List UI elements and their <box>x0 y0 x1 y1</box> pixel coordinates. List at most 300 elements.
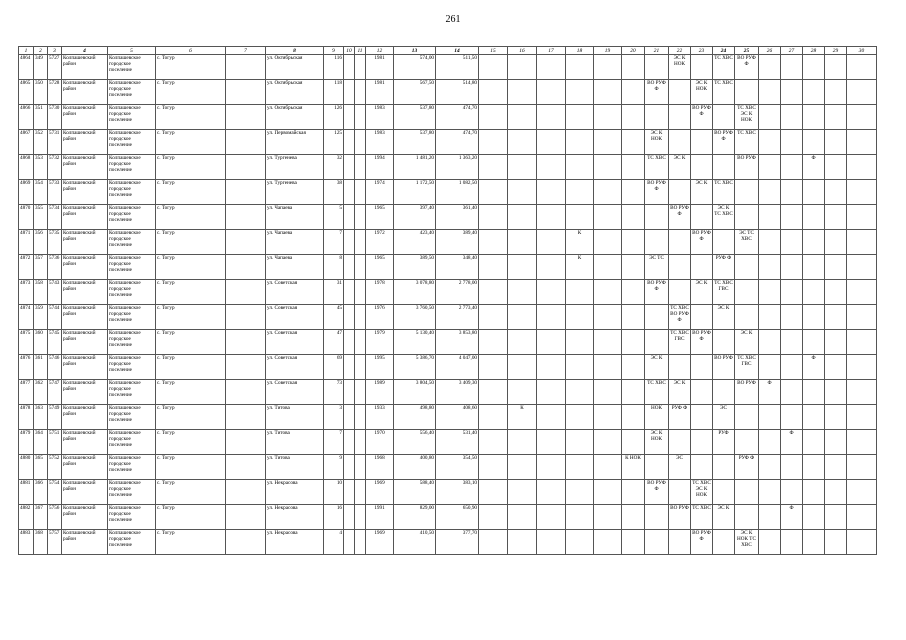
cell-col-15 <box>479 55 508 80</box>
cell-col-21: ТС ХВС <box>645 155 669 180</box>
cell-col-24: РУФ Ф <box>713 255 735 280</box>
cell-col-29 <box>825 80 847 105</box>
cell-col-17 <box>537 305 566 330</box>
cell-col-7 <box>226 255 266 280</box>
cell-col-13: 3 078,80 <box>394 280 436 305</box>
cell-col-24 <box>713 530 735 555</box>
cell-col-29 <box>825 155 847 180</box>
cell-col-19 <box>594 330 622 355</box>
cell-col-13: 498,80 <box>394 405 436 430</box>
cell-col-7 <box>226 430 266 455</box>
cell-col-6: с. Тогур <box>156 55 226 80</box>
cell-col-23 <box>691 255 713 280</box>
cell-col-26 <box>759 480 781 505</box>
cell-col-3: 5734 <box>48 205 62 230</box>
cell-col-5: Колпашевское городское поселение <box>108 380 156 405</box>
cell-col-25: ВО РУФ <box>735 380 759 405</box>
cell-col-29 <box>825 230 847 255</box>
cell-col-3: 5749 <box>48 405 62 430</box>
cell-col-26 <box>759 430 781 455</box>
cell-col-15 <box>479 455 508 480</box>
cell-col-10 <box>344 330 355 355</box>
cell-col-1: 4877 <box>19 380 34 405</box>
cell-col-19 <box>594 230 622 255</box>
column-header-7: 7 <box>226 47 266 55</box>
cell-col-27 <box>781 105 803 130</box>
cell-col-30 <box>847 380 877 405</box>
page-number: 261 <box>445 14 461 25</box>
cell-col-14: 408,60 <box>436 405 479 430</box>
cell-col-16 <box>508 155 537 180</box>
cell-col-14: 389,40 <box>436 230 479 255</box>
cell-col-25 <box>735 255 759 280</box>
cell-col-10 <box>344 280 355 305</box>
cell-col-4: Колпашевский район <box>62 280 108 305</box>
column-header-18: 18 <box>566 47 594 55</box>
column-header-21: 21 <box>645 47 669 55</box>
cell-col-27: Ф <box>781 430 803 455</box>
cell-col-23 <box>691 430 713 455</box>
cell-col-30 <box>847 305 877 330</box>
cell-col-30 <box>847 355 877 380</box>
cell-col-2: 360 <box>34 330 48 355</box>
cell-col-21: ВО РУФ Ф <box>645 180 669 205</box>
cell-col-16 <box>508 205 537 230</box>
table-row <box>19 155 877 180</box>
cell-col-8: ул. Советская <box>266 280 324 305</box>
cell-col-20 <box>622 130 645 155</box>
cell-col-9: 126 <box>324 105 344 130</box>
column-header-14: 14 <box>436 47 479 55</box>
cell-col-3: 5727 <box>48 55 62 80</box>
cell-col-28 <box>803 405 825 430</box>
cell-col-8: ул. Советская <box>266 330 324 355</box>
cell-col-24: ЭС К <box>713 505 735 530</box>
cell-col-15 <box>479 205 508 230</box>
cell-col-27 <box>781 355 803 380</box>
cell-col-2: 359 <box>34 305 48 330</box>
cell-col-1: 4868 <box>19 155 34 180</box>
cell-col-18 <box>566 105 594 130</box>
cell-col-8: ул. Тургенева <box>266 180 324 205</box>
column-header-22: 22 <box>669 47 691 55</box>
cell-col-10 <box>344 430 355 455</box>
cell-col-29 <box>825 305 847 330</box>
cell-col-4: Колпашевский район <box>62 255 108 280</box>
column-header-2: 2 <box>34 47 48 55</box>
cell-col-2: 352 <box>34 130 48 155</box>
cell-col-26 <box>759 205 781 230</box>
cell-col-22 <box>669 280 691 305</box>
cell-col-2: 366 <box>34 480 48 505</box>
cell-col-24 <box>713 480 735 505</box>
cell-col-13: 829,00 <box>394 505 436 530</box>
cell-col-11 <box>355 280 366 305</box>
cell-col-22: ЭС К НОК <box>669 55 691 80</box>
cell-col-15 <box>479 330 508 355</box>
cell-col-16 <box>508 480 537 505</box>
cell-col-22: РУФ Ф <box>669 405 691 430</box>
cell-col-28 <box>803 330 825 355</box>
cell-col-10 <box>344 105 355 130</box>
cell-col-9: 69 <box>324 355 344 380</box>
cell-col-18 <box>566 55 594 80</box>
cell-col-24: ВО РУФ Ф <box>713 130 735 155</box>
cell-col-28 <box>803 230 825 255</box>
cell-col-30 <box>847 80 877 105</box>
table-row <box>19 305 877 330</box>
cell-col-15 <box>479 105 508 130</box>
cell-col-5: Колпашевское городское поселение <box>108 330 156 355</box>
cell-col-30 <box>847 280 877 305</box>
cell-col-9: 9 <box>324 455 344 480</box>
cell-col-22: ТС ХВС ВО РУФ Ф <box>669 305 691 330</box>
cell-col-28 <box>803 55 825 80</box>
cell-col-27 <box>781 455 803 480</box>
cell-col-14: 3 409,30 <box>436 380 479 405</box>
cell-col-7 <box>226 205 266 230</box>
cell-col-5: Колпашевское городское поселение <box>108 130 156 155</box>
cell-col-5: Колпашевское городское поселение <box>108 80 156 105</box>
cell-col-18 <box>566 530 594 555</box>
cell-col-12: 1968 <box>366 455 394 480</box>
table-row <box>19 330 877 355</box>
cell-col-8: ул. Чапаева <box>266 205 324 230</box>
column-header-11: 11 <box>355 47 366 55</box>
cell-col-6: с. Тогур <box>156 330 226 355</box>
cell-col-8: ул. Советская <box>266 380 324 405</box>
cell-col-11 <box>355 530 366 555</box>
cell-col-18 <box>566 380 594 405</box>
cell-col-20 <box>622 355 645 380</box>
cell-col-25 <box>735 180 759 205</box>
cell-col-16 <box>508 130 537 155</box>
cell-col-6: с. Тогур <box>156 455 226 480</box>
cell-col-25: ТС ХВС <box>735 130 759 155</box>
cell-col-2: 351 <box>34 105 48 130</box>
cell-col-6: с. Тогур <box>156 205 226 230</box>
cell-col-21 <box>645 455 669 480</box>
cell-col-15 <box>479 80 508 105</box>
cell-col-3: 5756 <box>48 505 62 530</box>
cell-col-18 <box>566 405 594 430</box>
cell-col-1: 4880 <box>19 455 34 480</box>
cell-col-5: Колпашевское городское поселение <box>108 305 156 330</box>
cell-col-23 <box>691 130 713 155</box>
cell-col-27 <box>781 130 803 155</box>
cell-col-12: 1978 <box>366 280 394 305</box>
cell-col-29 <box>825 330 847 355</box>
table-row <box>19 280 877 305</box>
cell-col-16 <box>508 430 537 455</box>
cell-col-12: 1991 <box>366 505 394 530</box>
cell-col-22 <box>669 480 691 505</box>
cell-col-15 <box>479 380 508 405</box>
column-header-10: 10 <box>344 47 355 55</box>
cell-col-22 <box>669 430 691 455</box>
cell-col-6: с. Тогур <box>156 280 226 305</box>
cell-col-18 <box>566 130 594 155</box>
cell-col-20 <box>622 80 645 105</box>
cell-col-19 <box>594 180 622 205</box>
cell-col-18 <box>566 480 594 505</box>
cell-col-28 <box>803 430 825 455</box>
cell-col-16 <box>508 230 537 255</box>
cell-col-29 <box>825 355 847 380</box>
cell-col-5: Колпашевское городское поселение <box>108 205 156 230</box>
column-header-3: 3 <box>48 47 62 55</box>
cell-col-26: Ф <box>759 380 781 405</box>
cell-col-22: ЭС К <box>669 380 691 405</box>
cell-col-3: 5743 <box>48 280 62 305</box>
cell-col-20 <box>622 55 645 80</box>
cell-col-3: 5747 <box>48 380 62 405</box>
cell-col-3: 5744 <box>48 305 62 330</box>
cell-col-5: Колпашевское городское поселение <box>108 530 156 555</box>
cell-col-10 <box>344 205 355 230</box>
cell-col-18 <box>566 280 594 305</box>
cell-col-10 <box>344 255 355 280</box>
cell-col-16 <box>508 80 537 105</box>
cell-col-29 <box>825 405 847 430</box>
cell-col-30 <box>847 130 877 155</box>
cell-col-15 <box>479 180 508 205</box>
cell-col-24 <box>713 380 735 405</box>
cell-col-25 <box>735 80 759 105</box>
cell-col-6: с. Тогур <box>156 480 226 505</box>
cell-col-17 <box>537 255 566 280</box>
cell-col-9: 38 <box>324 180 344 205</box>
cell-col-10 <box>344 55 355 80</box>
cell-col-29 <box>825 255 847 280</box>
cell-col-3: 5736 <box>48 255 62 280</box>
cell-col-27 <box>781 230 803 255</box>
cell-col-23: ВО РУФ Ф <box>691 330 713 355</box>
cell-col-29 <box>825 455 847 480</box>
cell-col-19 <box>594 380 622 405</box>
cell-col-22: ВО РУФ <box>669 505 691 530</box>
cell-col-24: ЭС <box>713 405 735 430</box>
table-row <box>19 255 877 280</box>
cell-col-14: 2 773,40 <box>436 305 479 330</box>
cell-col-24: ТС ХВС <box>713 80 735 105</box>
cell-col-19 <box>594 205 622 230</box>
cell-col-27 <box>781 330 803 355</box>
cell-col-18 <box>566 80 594 105</box>
table-row <box>19 230 877 255</box>
cell-col-27 <box>781 205 803 230</box>
cell-col-1: 4872 <box>19 255 34 280</box>
cell-col-4: Колпашевский район <box>62 355 108 380</box>
cell-col-12: 1979 <box>366 330 394 355</box>
cell-col-29 <box>825 505 847 530</box>
cell-col-18 <box>566 305 594 330</box>
cell-col-10 <box>344 80 355 105</box>
cell-col-9: 5 <box>324 205 344 230</box>
cell-col-11 <box>355 130 366 155</box>
column-header-17: 17 <box>537 47 566 55</box>
cell-col-7 <box>226 155 266 180</box>
table-row <box>19 405 877 430</box>
cell-col-25 <box>735 305 759 330</box>
cell-col-27 <box>781 155 803 180</box>
cell-col-23: ЭС К <box>691 280 713 305</box>
cell-col-15 <box>479 255 508 280</box>
cell-col-14: 514,80 <box>436 80 479 105</box>
cell-col-2: 358 <box>34 280 48 305</box>
cell-col-27: Ф <box>781 505 803 530</box>
column-header-15: 15 <box>479 47 508 55</box>
cell-col-21: ТС ХВС <box>645 380 669 405</box>
cell-col-10 <box>344 480 355 505</box>
cell-col-12: 1969 <box>366 530 394 555</box>
cell-col-12: 1965 <box>366 255 394 280</box>
cell-col-24 <box>713 455 735 480</box>
cell-col-13: 410,50 <box>394 530 436 555</box>
cell-col-28 <box>803 255 825 280</box>
cell-col-22 <box>669 255 691 280</box>
cell-col-25: ЭС ТС ХВС <box>735 230 759 255</box>
cell-col-13: 423,40 <box>394 230 436 255</box>
cell-col-6: с. Тогур <box>156 305 226 330</box>
cell-col-16 <box>508 530 537 555</box>
cell-col-4: Колпашевский район <box>62 530 108 555</box>
cell-col-30 <box>847 405 877 430</box>
cell-col-13: 389,50 <box>394 255 436 280</box>
cell-col-13: 588,40 <box>394 480 436 505</box>
cell-col-9: 10 <box>324 480 344 505</box>
cell-col-2: 367 <box>34 505 48 530</box>
cell-col-20 <box>622 205 645 230</box>
cell-col-16 <box>508 280 537 305</box>
cell-col-24 <box>713 155 735 180</box>
cell-col-24: ВО РУФ <box>713 355 735 380</box>
cell-col-2: 357 <box>34 255 48 280</box>
cell-col-21 <box>645 205 669 230</box>
cell-col-13: 3 804,50 <box>394 380 436 405</box>
cell-col-25 <box>735 505 759 530</box>
cell-col-8: ул. Чапаева <box>266 255 324 280</box>
cell-col-22: ВО РУФ Ф <box>669 205 691 230</box>
cell-col-2: 350 <box>34 80 48 105</box>
cell-col-7 <box>226 480 266 505</box>
cell-col-6: с. Тогур <box>156 255 226 280</box>
cell-col-2: 364 <box>34 430 48 455</box>
cell-col-24: ЭС К <box>713 305 735 330</box>
cell-col-30 <box>847 105 877 130</box>
cell-col-11 <box>355 380 366 405</box>
cell-col-23: ВО РУФ Ф <box>691 105 713 130</box>
column-header-16: 16 <box>508 47 537 55</box>
cell-col-3: 5746 <box>48 355 62 380</box>
cell-col-19 <box>594 130 622 155</box>
cell-col-14: 650,90 <box>436 505 479 530</box>
cell-col-22 <box>669 130 691 155</box>
column-header-23: 23 <box>691 47 713 55</box>
cell-col-25: РУФ Ф <box>735 455 759 480</box>
cell-col-27 <box>781 80 803 105</box>
cell-col-26 <box>759 130 781 155</box>
cell-col-28 <box>803 105 825 130</box>
cell-col-6: с. Тогур <box>156 530 226 555</box>
cell-col-1: 4881 <box>19 480 34 505</box>
cell-col-21 <box>645 505 669 530</box>
cell-col-14: 2 778,00 <box>436 280 479 305</box>
cell-col-11 <box>355 180 366 205</box>
cell-col-13: 5 130,40 <box>394 330 436 355</box>
column-header-26: 26 <box>759 47 781 55</box>
cell-col-15 <box>479 530 508 555</box>
cell-col-14: 531,40 <box>436 430 479 455</box>
cell-col-6: с. Тогур <box>156 380 226 405</box>
cell-col-20 <box>622 280 645 305</box>
cell-col-10 <box>344 305 355 330</box>
cell-col-8: ул. Некрасова <box>266 505 324 530</box>
table-row <box>19 380 877 405</box>
cell-col-4: Колпашевский район <box>62 305 108 330</box>
cell-col-27 <box>781 305 803 330</box>
cell-col-2: 363 <box>34 405 48 430</box>
cell-col-4: Колпашевский район <box>62 55 108 80</box>
register-table <box>18 46 877 555</box>
cell-col-1: 4883 <box>19 530 34 555</box>
cell-col-22 <box>669 355 691 380</box>
cell-col-23 <box>691 305 713 330</box>
cell-col-18 <box>566 155 594 180</box>
table-row <box>19 55 877 80</box>
cell-col-8: ул. Титова <box>266 430 324 455</box>
cell-col-12: 1981 <box>366 55 394 80</box>
table-row <box>19 130 877 155</box>
cell-col-17 <box>537 130 566 155</box>
cell-col-6: с. Тогур <box>156 230 226 255</box>
cell-col-3: 5745 <box>48 330 62 355</box>
cell-col-19 <box>594 80 622 105</box>
cell-col-12: 1970 <box>366 430 394 455</box>
cell-col-24 <box>713 330 735 355</box>
cell-col-23 <box>691 155 713 180</box>
cell-col-25: ЭС К НОК ТС ХВС <box>735 530 759 555</box>
cell-col-18: К <box>566 230 594 255</box>
cell-col-23: ТС ХВС ЭС К НОК <box>691 480 713 505</box>
cell-col-12: 1965 <box>366 205 394 230</box>
cell-col-15 <box>479 405 508 430</box>
cell-col-7 <box>226 530 266 555</box>
cell-col-30 <box>847 205 877 230</box>
cell-col-5: Колпашевское городское поселение <box>108 455 156 480</box>
cell-col-10 <box>344 155 355 180</box>
cell-col-1: 4865 <box>19 80 34 105</box>
cell-col-19 <box>594 480 622 505</box>
cell-col-30 <box>847 455 877 480</box>
cell-col-3: 5732 <box>48 155 62 180</box>
cell-col-19 <box>594 155 622 180</box>
cell-col-30 <box>847 430 877 455</box>
cell-col-30 <box>847 180 877 205</box>
cell-col-28: Ф <box>803 155 825 180</box>
cell-col-28 <box>803 205 825 230</box>
cell-col-2: 354 <box>34 180 48 205</box>
cell-col-8: ул. Титова <box>266 455 324 480</box>
cell-col-15 <box>479 505 508 530</box>
cell-col-13: 400,80 <box>394 455 436 480</box>
cell-col-23: ЭС К НОК <box>691 80 713 105</box>
cell-col-13: 1 481,20 <box>394 155 436 180</box>
cell-col-13: 537,80 <box>394 130 436 155</box>
cell-col-27 <box>781 280 803 305</box>
cell-col-17 <box>537 180 566 205</box>
cell-col-5: Колпашевское городское поселение <box>108 180 156 205</box>
